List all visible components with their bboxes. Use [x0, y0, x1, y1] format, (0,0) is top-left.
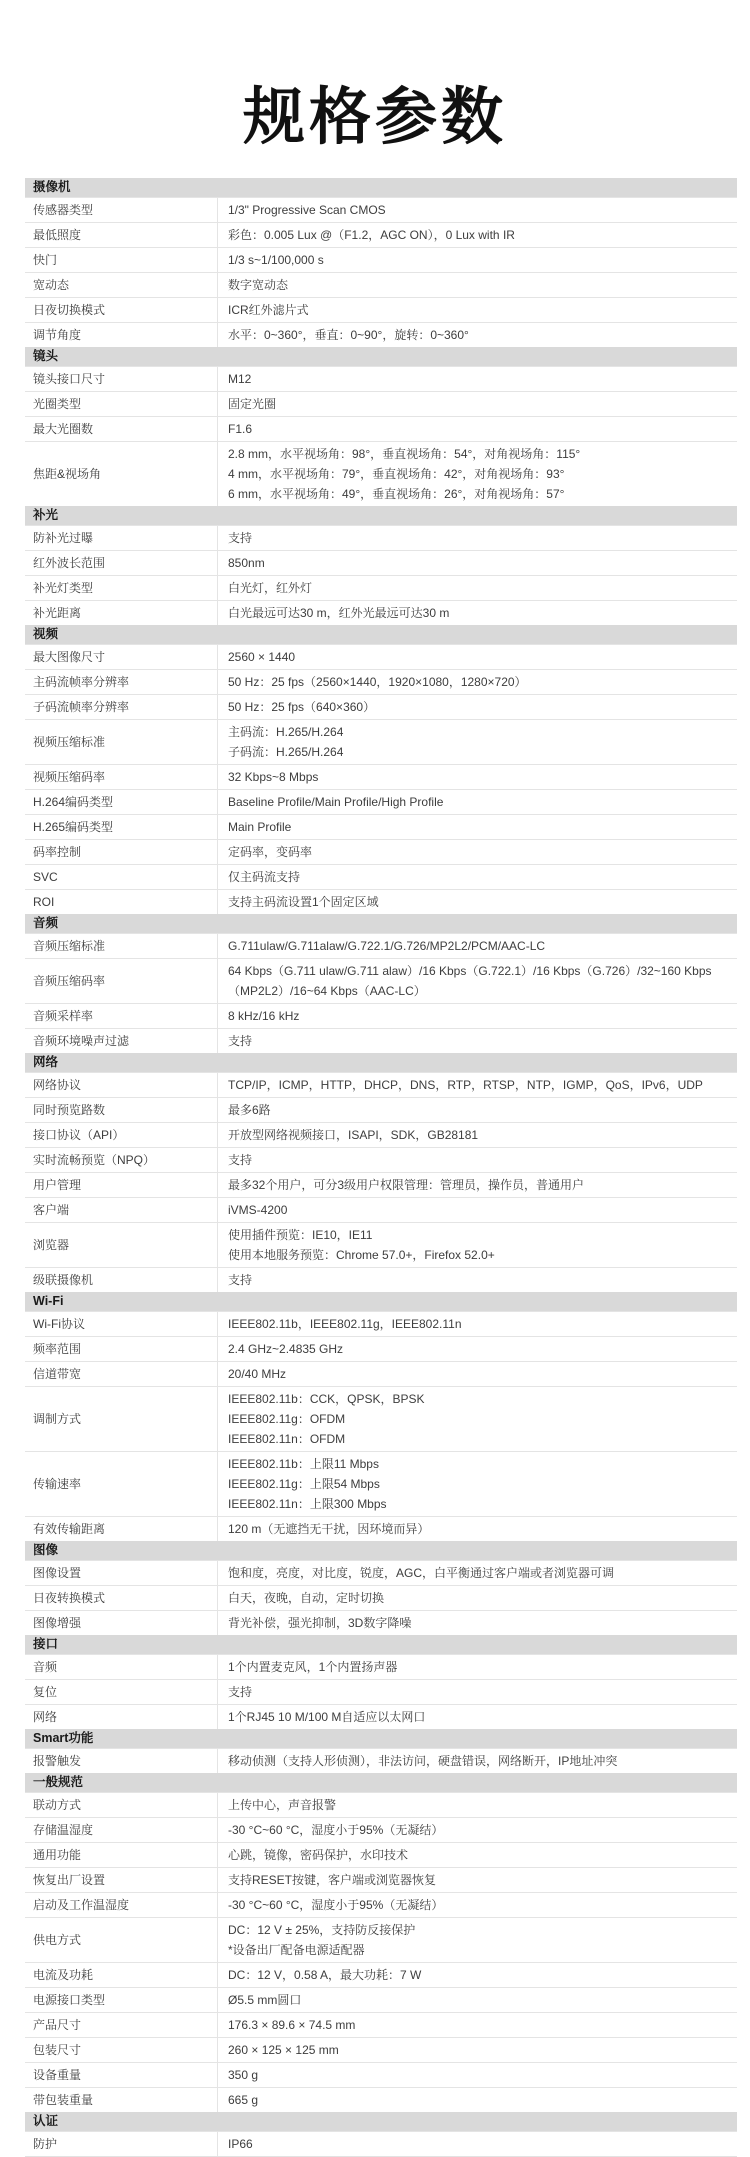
spec-value [218, 790, 737, 814]
spec-value-line: 支持主码流设置1个固定区域 [228, 895, 379, 910]
spec-row [25, 1336, 737, 1361]
spec-label: 包装尺寸 [25, 2038, 218, 2062]
spec-value [218, 1268, 737, 1292]
spec-label: 主码流帧率分辨率 [25, 670, 218, 694]
spec-label: 红外波长范围 [25, 551, 218, 575]
spec-row [25, 1122, 737, 1147]
spec-value [218, 1387, 737, 1451]
spec-value [218, 1818, 737, 1842]
spec-value [218, 417, 737, 441]
spec-row [25, 416, 737, 441]
spec-value-line: IEEE802.11b，IEEE802.11g，IEEE802.11n [228, 1317, 462, 1332]
spec-row [25, 391, 737, 416]
spec-row [25, 1097, 737, 1122]
spec-value-line: -30 °C~60 °C，湿度小于95%（无凝结） [228, 1898, 444, 1913]
spec-value-line: 上传中心，声音报警 [228, 1798, 337, 1813]
spec-value [218, 1918, 737, 1962]
spec-label: 频率范围 [25, 1337, 218, 1361]
spec-value-line: 120 m（无遮挡无干扰，因环境而异） [228, 1522, 430, 1537]
spec-value [218, 1123, 737, 1147]
spec-value-line: 移动侦测（支持人形侦测），非法访问，硬盘错误，网络断开，IP地址冲突 [228, 1754, 618, 1769]
spec-label: 焦距&视场角 [25, 442, 218, 506]
spec-value [218, 367, 737, 391]
spec-value [218, 551, 737, 575]
spec-label: 视频压缩码率 [25, 765, 218, 789]
spec-label: 浏览器 [25, 1223, 218, 1267]
spec-value [218, 840, 737, 864]
spec-label: 存储温湿度 [25, 1818, 218, 1842]
spec-value [218, 959, 737, 1003]
spec-label: H.265编码类型 [25, 815, 218, 839]
spec-value [218, 934, 737, 958]
spec-row [25, 1361, 737, 1386]
spec-value [218, 1586, 737, 1610]
spec-row [25, 600, 737, 625]
spec-value [218, 248, 737, 272]
spec-value-line: 1个RJ45 10 M/100 M自适应以太网口 [228, 1710, 426, 1725]
spec-row [25, 789, 737, 814]
spec-row [25, 839, 737, 864]
spec-value-line: 心跳，镜像，密码保护，水印技术 [228, 1848, 409, 1863]
spec-label: 日夜转换模式 [25, 1586, 218, 1610]
spec-value-line: 260 × 125 × 125 mm [228, 2043, 339, 2058]
section-header: 网络 [25, 1053, 737, 1072]
spec-row [25, 1792, 737, 1817]
spec-value [218, 1098, 737, 1122]
spec-value [218, 298, 737, 322]
spec-value [218, 670, 737, 694]
spec-value [218, 2063, 737, 2087]
spec-label: 图像增强 [25, 1611, 218, 1635]
spec-value-line: 2560 × 1440 [228, 650, 296, 665]
spec-value [218, 1223, 737, 1267]
spec-label: 快门 [25, 248, 218, 272]
spec-value [218, 1004, 737, 1028]
spec-value-line: 350 g [228, 2068, 259, 2083]
spec-value-line: 50 Hz：25 fps（2560×1440，1920×1080，1280×720） [228, 675, 527, 690]
spec-label: SVC [25, 865, 218, 889]
spec-value [218, 1337, 737, 1361]
spec-value-line: Main Profile [228, 820, 292, 835]
section-header: 摄像机 [25, 178, 737, 197]
spec-label: 音频 [25, 1655, 218, 1679]
spec-row [25, 2012, 737, 2037]
spec-label: 光圈类型 [25, 392, 218, 416]
spec-label: 音频压缩码率 [25, 959, 218, 1003]
spec-value-line: 8 kHz/16 kHz [228, 1009, 300, 1024]
spec-value-line: 20/40 MHz [228, 1367, 287, 1382]
spec-row [25, 1654, 737, 1679]
spec-label: 启动及工作温湿度 [25, 1893, 218, 1917]
page-title: 规格参数 [242, 83, 507, 152]
spec-label: H.264编码类型 [25, 790, 218, 814]
spec-label: 调节角度 [25, 323, 218, 347]
spec-value-line: Baseline Profile/Main Profile/High Profile [228, 795, 444, 810]
spec-value [218, 601, 737, 625]
spec-value-line: 1个内置麦克风，1个内置扬声器 [228, 1660, 398, 1675]
spec-label: 设备重量 [25, 2063, 218, 2087]
spec-value-line: 64 Kbps（G.711 ulaw/G.711 alaw）/16 Kbps（G.722.1）/16 Kbps（G.726）/32~160 Kbps [228, 964, 712, 979]
spec-value-line: 850nm [228, 556, 265, 571]
spec-value-line: 32 Kbps~8 Mbps [228, 770, 319, 785]
spec-row [25, 1867, 737, 1892]
spec-label: 音频采样率 [25, 1004, 218, 1028]
spec-value-line: 支持 [228, 1034, 253, 1049]
spec-value [218, 695, 737, 719]
spec-value-line: TCP/IP，ICMP，HTTP，DHCP，DNS，RTP，RTSP，NTP，IGMP，QoS，IPv6，UDP [228, 1078, 703, 1093]
spec-value-line: 2.8 mm，水平视场角：98°，垂直视场角：54°，对角视场角：115° [228, 447, 581, 462]
spec-value-line: 白光灯，红外灯 [228, 581, 313, 596]
spec-row [25, 1610, 737, 1635]
spec-row [25, 1560, 737, 1585]
spec-value [218, 392, 737, 416]
spec-label: 网络协议 [25, 1073, 218, 1097]
spec-label: 信道带宽 [25, 1362, 218, 1386]
spec-label: 视频压缩标准 [25, 720, 218, 764]
spec-row [25, 644, 737, 669]
spec-row [25, 197, 737, 222]
spec-row [25, 933, 737, 958]
spec-label: 级联摄像机 [25, 1268, 218, 1292]
spec-value [218, 1452, 737, 1516]
spec-value-line: 支持 [228, 1685, 253, 1700]
spec-row [25, 272, 737, 297]
spec-row [25, 1267, 737, 1292]
section-header: 补光 [25, 506, 737, 525]
spec-value [218, 1362, 737, 1386]
spec-value-line: 176.3 × 89.6 × 74.5 mm [228, 2018, 356, 2033]
spec-value-line: DC：12 V，0.58 A，最大功耗：7 W [228, 1968, 422, 1983]
spec-row [25, 1917, 737, 1962]
spec-value [218, 1988, 737, 2012]
spec-value-line: G.711ulaw/G.711alaw/G.722.1/G.726/MP2L2/PCM/AAC-LC [228, 939, 546, 954]
spec-value-line: 使用插件预览：IE10，IE11 [228, 1228, 373, 1243]
spec-label: 用户管理 [25, 1173, 218, 1197]
spec-row [25, 1704, 737, 1729]
spec-value-line: 支持 [228, 531, 253, 546]
spec-value [218, 765, 737, 789]
spec-row [25, 1147, 737, 1172]
spec-row [25, 2131, 737, 2156]
spec-row [25, 1072, 737, 1097]
spec-value-line: -30 °C~60 °C，湿度小于95%（无凝结） [228, 1823, 444, 1838]
spec-value [218, 1073, 737, 1097]
spec-value-line: 4 mm，水平视场角：79°，垂直视场角：42°，对角视场角：93° [228, 467, 565, 482]
spec-row [25, 889, 737, 914]
spec-row [25, 1028, 737, 1053]
spec-row [25, 1222, 737, 1267]
section-header: 镜头 [25, 347, 737, 366]
spec-value [218, 1198, 737, 1222]
spec-value-line: 使用本地服务预览：Chrome 57.0+，Firefox 52.0+ [228, 1248, 495, 1263]
spec-value [218, 1029, 737, 1053]
spec-label: 同时预览路数 [25, 1098, 218, 1122]
spec-row [25, 1679, 737, 1704]
spec-value-line: 饱和度，亮度，对比度，锐度，AGC，白平衡通过客户端或者浏览器可调 [228, 1566, 615, 1581]
spec-value-line: 数字宽动态 [228, 278, 289, 293]
spec-value [218, 890, 737, 914]
spec-row [25, 814, 737, 839]
spec-row [25, 222, 737, 247]
spec-value [218, 1312, 737, 1336]
spec-value-line: （MP2L2）/16~64 Kbps（AAC-LC） [228, 984, 426, 999]
spec-value [218, 576, 737, 600]
spec-label: 复位 [25, 1680, 218, 1704]
spec-row [25, 1386, 737, 1451]
spec-row [25, 1748, 737, 1773]
spec-label: Wi-Fi协议 [25, 1312, 218, 1336]
spec-row [25, 247, 737, 272]
spec-row [25, 1962, 737, 1987]
spec-row [25, 575, 737, 600]
spec-value-line: IEEE802.11g：OFDM [228, 1412, 346, 1427]
spec-value-line: 彩色：0.005 Lux @（F1.2，AGC ON），0 Lux with IR [228, 228, 515, 243]
spec-row [25, 719, 737, 764]
spec-value-line: 定码率，变码率 [228, 845, 313, 860]
spec-row [25, 864, 737, 889]
spec-label: 防补光过曝 [25, 526, 218, 550]
spec-value-line: 1/3 s~1/100,000 s [228, 253, 324, 268]
spec-value [218, 720, 737, 764]
section-header: 图像 [25, 1541, 737, 1560]
spec-value-line: 最多32个用户，可分3级用户权限管理：管理员，操作员，普通用户 [228, 1178, 585, 1193]
spec-label: 恢复出厂设置 [25, 1868, 218, 1892]
spec-value [218, 2013, 737, 2037]
section-header: Smart功能 [25, 1729, 737, 1748]
spec-row [25, 1842, 737, 1867]
spec-row [25, 297, 737, 322]
spec-label: 补光灯类型 [25, 576, 218, 600]
spec-label: ROI [25, 890, 218, 914]
spec-value-line: 主码流：H.265/H.264 [228, 725, 344, 740]
spec-label: 最低照度 [25, 223, 218, 247]
spec-value-line: 仅主码流支持 [228, 870, 301, 885]
spec-row [25, 1003, 737, 1028]
spec-label: 音频环境噪声过滤 [25, 1029, 218, 1053]
spec-label: 产品尺寸 [25, 2013, 218, 2037]
spec-label: 传输速率 [25, 1452, 218, 1516]
spec-row [25, 550, 737, 575]
spec-label: 电流及功耗 [25, 1963, 218, 1987]
spec-value-line: IEEE802.11g：上限54 Mbps [228, 1477, 380, 1492]
spec-row [25, 764, 737, 789]
spec-value-line: iVMS-4200 [228, 1203, 288, 1218]
spec-value-line: DC：12 V ± 25%，支持防反接保护 [228, 1923, 416, 1938]
spec-row [25, 1817, 737, 1842]
spec-row [25, 669, 737, 694]
spec-label: 电源接口类型 [25, 1988, 218, 2012]
spec-value-line: 开放型网络视频接口，ISAPI，SDK，GB28181 [228, 1128, 479, 1143]
spec-value [218, 1963, 737, 1987]
section-header: 音频 [25, 914, 737, 933]
spec-label: 镜头接口尺寸 [25, 367, 218, 391]
spec-value [218, 1749, 737, 1773]
spec-value [218, 2132, 737, 2156]
spec-label: 供电方式 [25, 1918, 218, 1962]
spec-value [218, 1173, 737, 1197]
spec-label: 客户端 [25, 1198, 218, 1222]
spec-row [25, 1451, 737, 1516]
spec-label: 报警触发 [25, 1749, 218, 1773]
spec-value-line: F1.6 [228, 422, 253, 437]
spec-row [25, 1987, 737, 2012]
spec-value-line: 白天，夜晚，自动，定时切换 [228, 1591, 385, 1606]
spec-label: 实时流畅预览（NPQ） [25, 1148, 218, 1172]
spec-value-line: 支持RESET按键，客户端或浏览器恢复 [228, 1873, 437, 1888]
spec-row [25, 525, 737, 550]
spec-value-line: ICR红外滤片式 [228, 303, 309, 318]
spec-value-line: Ø5.5 mm圆口 [228, 1993, 302, 2008]
spec-value-line: 子码流：H.265/H.264 [228, 745, 344, 760]
spec-label: 传感器类型 [25, 198, 218, 222]
spec-value [218, 1843, 737, 1867]
spec-value [218, 645, 737, 669]
spec-value-line: 2.4 GHz~2.4835 GHz [228, 1342, 344, 1357]
spec-value [218, 1655, 737, 1679]
spec-label: 图像设置 [25, 1561, 218, 1585]
spec-value-line: 支持 [228, 1273, 253, 1288]
spec-label: 宽动态 [25, 273, 218, 297]
spec-row [25, 2037, 737, 2062]
spec-value-line: IEEE802.11n：上限300 Mbps [228, 1497, 387, 1512]
spec-label: 有效传输距离 [25, 1517, 218, 1541]
spec-value [218, 1611, 737, 1635]
spec-row [25, 2062, 737, 2087]
spec-row [25, 1892, 737, 1917]
spec-value-line: 背光补偿，强光抑制，3D数字降噪 [228, 1616, 412, 1631]
spec-label: 网络 [25, 1705, 218, 1729]
spec-value-line: IP66 [228, 2137, 253, 2152]
spec-label: 调制方式 [25, 1387, 218, 1451]
spec-value [218, 1680, 737, 1704]
section-header: 认证 [25, 2112, 737, 2131]
spec-value-line: 1/3" Progressive Scan CMOS [228, 203, 386, 218]
spec-label: 防护 [25, 2132, 218, 2156]
spec-table [25, 178, 737, 2157]
spec-value [218, 323, 737, 347]
spec-row [25, 1172, 737, 1197]
spec-row [25, 441, 737, 506]
spec-row [25, 366, 737, 391]
section-header: Wi-Fi [25, 1292, 737, 1311]
spec-value-line: IEEE802.11b：CCK，QPSK，BPSK [228, 1392, 425, 1407]
spec-value-line: IEEE802.11b：上限11 Mbps [228, 1457, 379, 1472]
spec-value [218, 2088, 737, 2112]
spec-value-line: 固定光圈 [228, 397, 277, 412]
spec-row [25, 694, 737, 719]
spec-value [218, 1561, 737, 1585]
section-header: 一般规范 [25, 1773, 737, 1792]
spec-label: 通用功能 [25, 1843, 218, 1867]
spec-value-line: 6 mm，水平视场角：49°，垂直视场角：26°，对角视场角：57° [228, 487, 565, 502]
spec-row [25, 1197, 737, 1222]
spec-value-line: *设备出厂配备电源适配器 [228, 1943, 365, 1958]
spec-label: 接口协议（API） [25, 1123, 218, 1147]
spec-row [25, 1311, 737, 1336]
spec-value-line: 665 g [228, 2093, 259, 2108]
section-header: 接口 [25, 1635, 737, 1654]
spec-row [25, 322, 737, 347]
spec-value [218, 1868, 737, 1892]
spec-label: 日夜切换模式 [25, 298, 218, 322]
spec-value-line: 50 Hz：25 fps（640×360） [228, 700, 376, 715]
spec-value [218, 865, 737, 889]
spec-label: 码率控制 [25, 840, 218, 864]
spec-value [218, 198, 737, 222]
spec-value [218, 442, 737, 506]
spec-value-line: 白光最远可达30 m，红外光最远可达30 m [228, 606, 450, 621]
spec-row [25, 1585, 737, 1610]
spec-value [218, 223, 737, 247]
spec-value-line: 水平：0~360°，垂直：0~90°，旋转：0~360° [228, 328, 469, 343]
spec-value-line: 支持 [228, 1153, 253, 1168]
spec-label: 最大光圈数 [25, 417, 218, 441]
spec-row [25, 958, 737, 1003]
spec-value [218, 1148, 737, 1172]
spec-value [218, 526, 737, 550]
spec-value [218, 1705, 737, 1729]
spec-value [218, 2038, 737, 2062]
spec-value [218, 1517, 737, 1541]
spec-label: 联动方式 [25, 1793, 218, 1817]
section-header: 视频 [25, 625, 737, 644]
spec-value-line: M12 [228, 372, 252, 387]
spec-value [218, 273, 737, 297]
spec-value-line: 最多6路 [228, 1103, 271, 1118]
spec-row [25, 1516, 737, 1541]
spec-value [218, 1893, 737, 1917]
spec-label: 补光距离 [25, 601, 218, 625]
spec-label: 音频压缩标准 [25, 934, 218, 958]
spec-value [218, 815, 737, 839]
spec-row [25, 2087, 737, 2112]
spec-label: 子码流帧率分辨率 [25, 695, 218, 719]
spec-label: 带包装重量 [25, 2088, 218, 2112]
spec-label: 最大图像尺寸 [25, 645, 218, 669]
spec-value-line: IEEE802.11n：OFDM [228, 1432, 346, 1447]
spec-value [218, 1793, 737, 1817]
